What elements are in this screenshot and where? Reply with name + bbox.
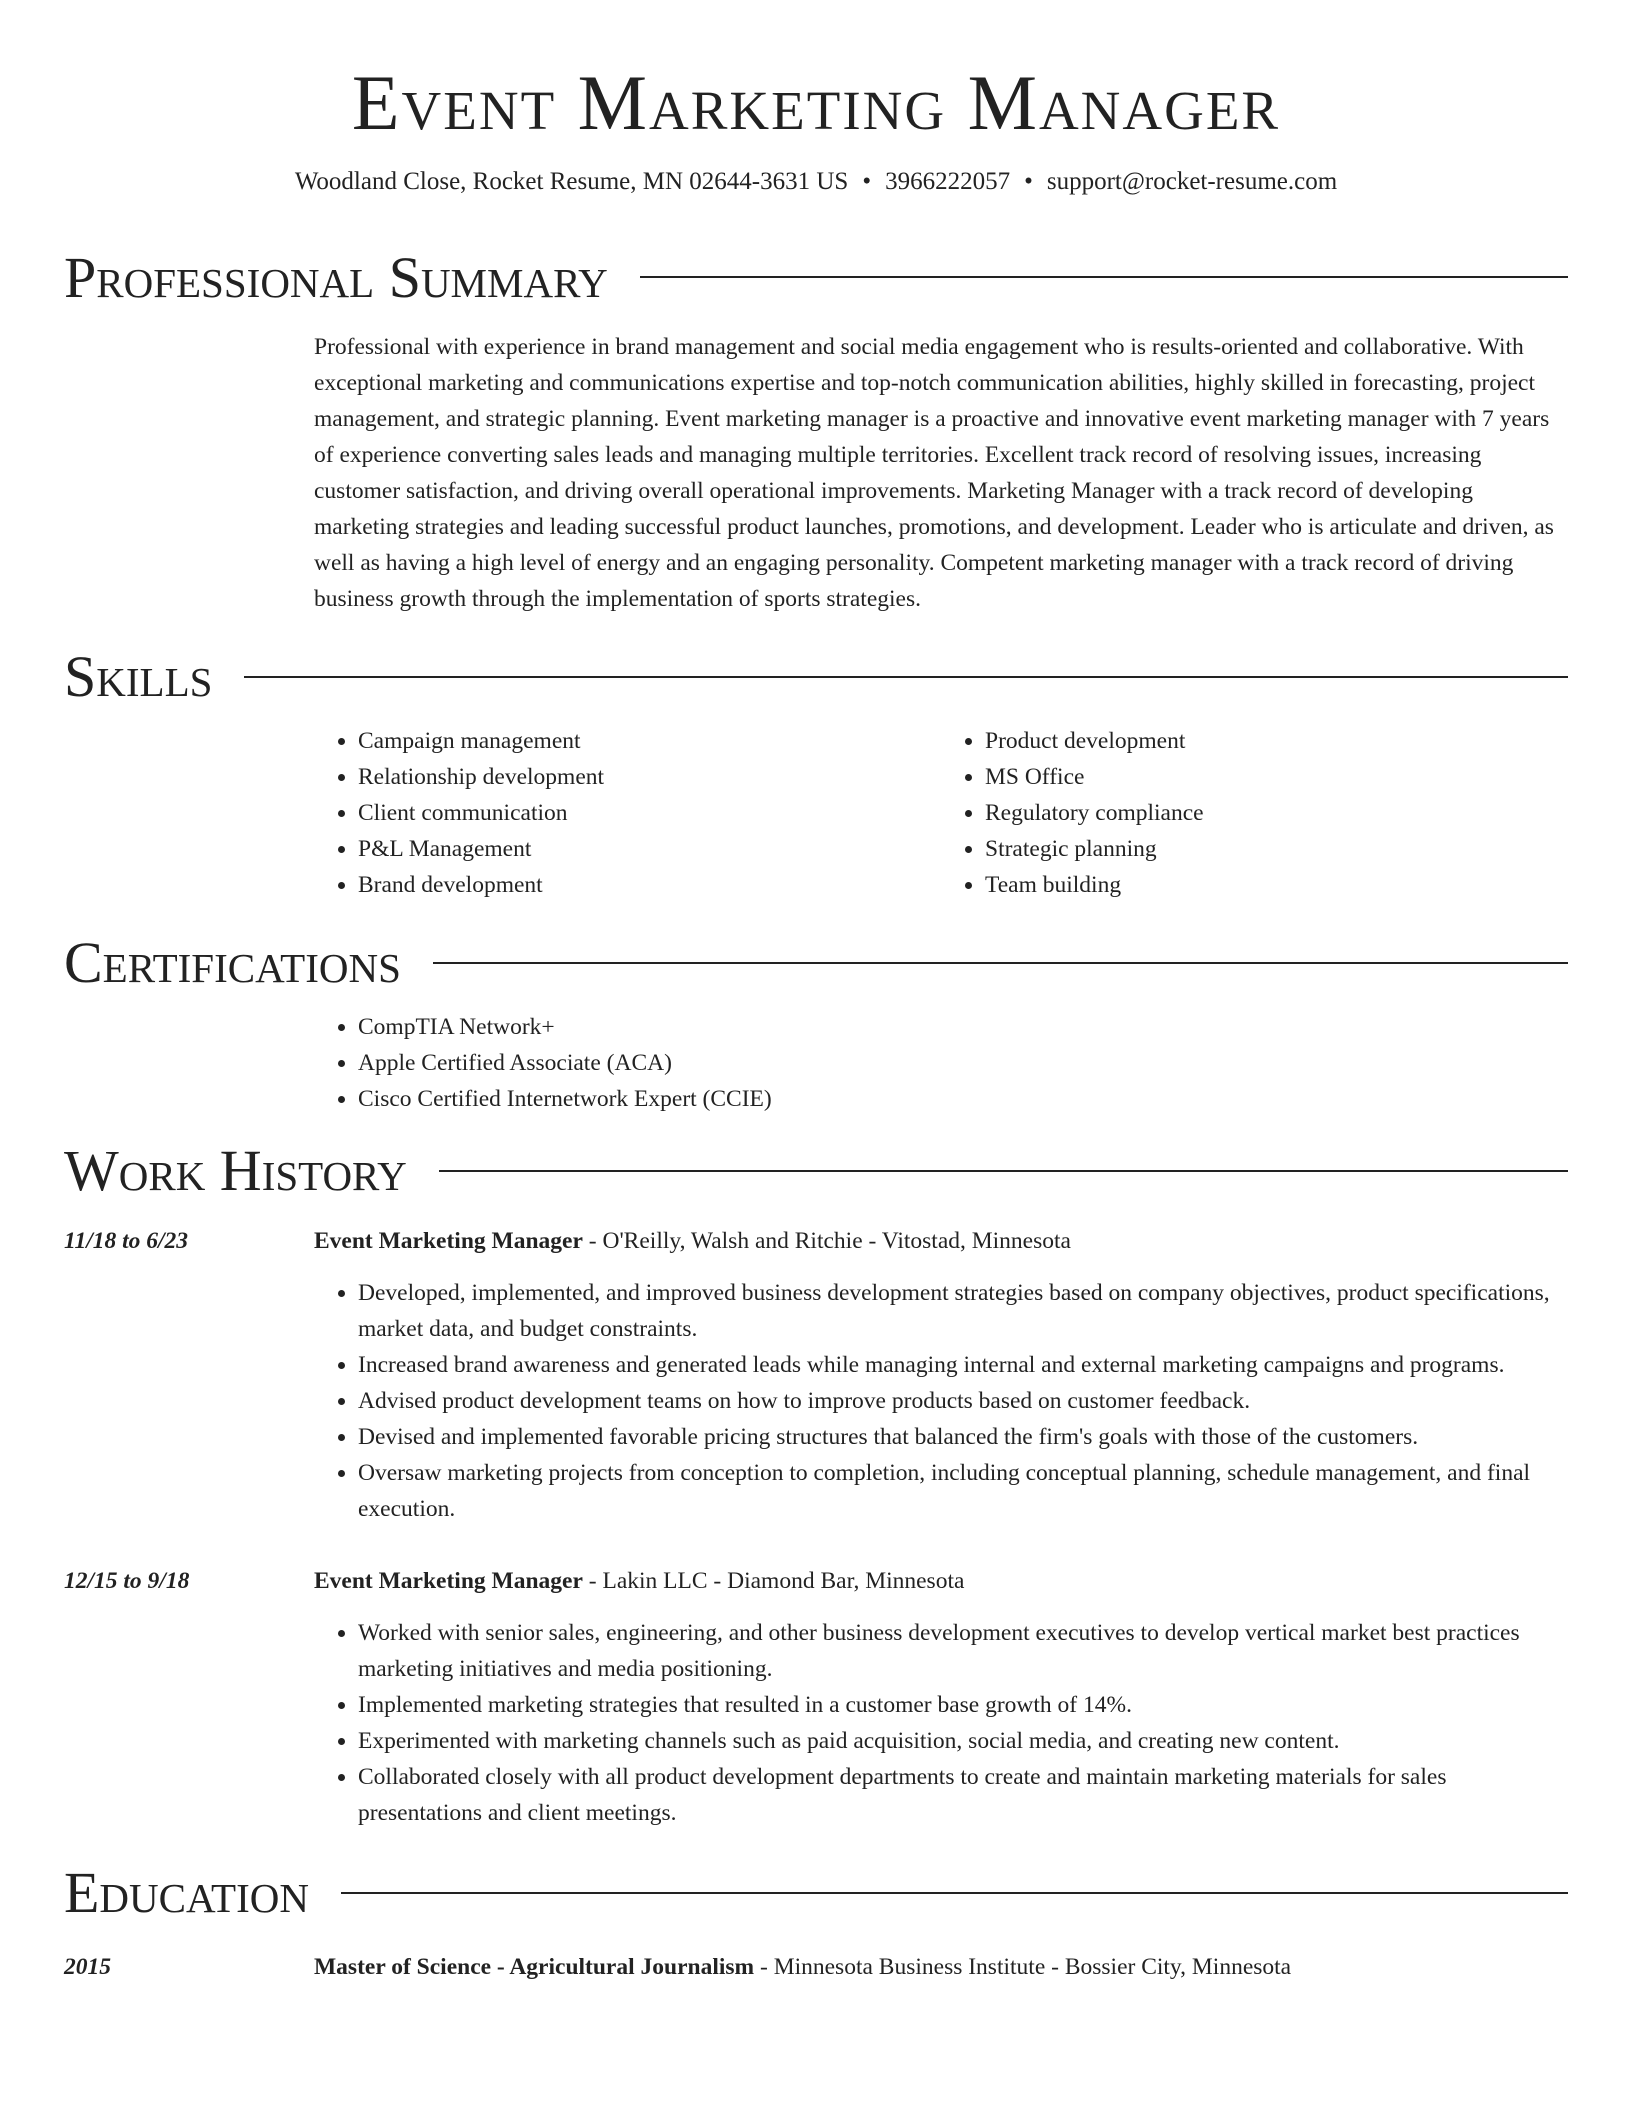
certification-item: • Apple Certified Associate (ACA)	[358, 1045, 1568, 1081]
job-title: Event Marketing Manager	[314, 1567, 583, 1594]
skill-item: • Regulatory compliance	[985, 795, 1568, 831]
skill-item: • Team building	[985, 867, 1568, 903]
contact-line	[0, 168, 1632, 196]
job-bullets	[314, 1275, 1568, 1527]
job-header	[314, 1223, 1568, 1259]
section-title: Education	[64, 1859, 309, 1925]
skills-list	[314, 723, 1568, 903]
resume-name: Event Marketing Manager	[351, 59, 1281, 146]
job-bullet: • Oversaw marketing projects from conception to completion, including conceptual planning, schedule management, and final execution.	[358, 1455, 1568, 1527]
certifications-list	[314, 1009, 1568, 1117]
job-employer: - Lakin LLC - Diamond Bar, Minnesota	[582, 1567, 965, 1594]
section-divider	[433, 962, 1568, 964]
job-bullet: • Implemented marketing strategies that resulted in a customer base growth of 14%.	[358, 1687, 1568, 1723]
job-entry	[64, 1223, 1568, 1527]
education-school: - Minnesota Business Institute - Bossier City, Minnesota	[754, 1953, 1292, 1980]
section-heading-summary	[64, 246, 1568, 310]
section-title: Certifications	[64, 930, 401, 996]
section-heading-education	[64, 1861, 1568, 1925]
job-bullets	[314, 1615, 1568, 1831]
skill-item: • Strategic planning	[985, 831, 1568, 867]
skill-item: • P&L Management	[358, 831, 941, 867]
section-title: Skills	[64, 644, 213, 710]
contact-separator: •	[1024, 167, 1033, 195]
skills-column-right	[941, 723, 1568, 903]
section-divider	[640, 276, 1568, 278]
section-heading-work-history	[64, 1139, 1568, 1203]
skill-item: • Brand development	[358, 867, 941, 903]
job-dates: 12/15 to 9/18	[64, 1567, 190, 1594]
certification-item: • Cisco Certified Internetwork Expert (CCIE)	[358, 1081, 1568, 1117]
section-divider	[341, 1892, 1568, 1894]
skill-item: • Relationship development	[358, 759, 941, 795]
summary-text: Professional with experience in brand management and social media engagement who is results-oriented and collaborative. With exceptional marketing and communications expertise and top-notch communication abilities, highly skilled in forecasting, project management, and strategic planning. Event marketing manager is a proactive and innovative event marketing manager with 7 years of experience converting sales leads and managing multiple territories. Excellent track record of resolving issues, increasing customer satisfaction, and driving overall operational improvements. Marketing Manager with a track record of developing marketing strategies and leading successful product launches, promotions, and development. Leader who is articulate and driven, as well as having a high level of energy and an engaging personality. Competent marketing manager with a track record of driving business growth through the implementation of sports strategies.	[314, 334, 1554, 613]
skill-item: • MS Office	[985, 759, 1568, 795]
contact-separator: •	[862, 167, 872, 195]
contact-phone: 3966222057	[885, 167, 1011, 195]
section-title: Work History	[64, 1137, 407, 1203]
contact-address: Woodland Close, Rocket Resume, MN 02644-3631 US	[294, 167, 849, 195]
job-bullet: • Advised product development teams on how to improve products based on customer feedback.	[358, 1383, 1568, 1419]
education-entry	[64, 1949, 1568, 1985]
job-bullet: • Developed, implemented, and improved business development strategies based on company objectives, product specifications, market data, and budget constraints.	[358, 1275, 1568, 1347]
section-divider	[439, 1170, 1568, 1172]
job-entry	[64, 1563, 1568, 1831]
contact-email: support@rocket-resume.com	[1046, 167, 1338, 195]
job-bullet: • Worked with senior sales, engineering, and other business development executives to develop vertical market best practices marketing initiatives and media positioning.	[358, 1615, 1568, 1687]
job-bullet: • Devised and implemented favorable pricing structures that balanced the firm's goals with those of the customers.	[358, 1419, 1568, 1455]
job-title: Event Marketing Manager	[314, 1227, 583, 1254]
education-year: 2015	[64, 1953, 111, 1980]
section-title: Professional Summary	[64, 244, 608, 310]
job-bullet: • Collaborated closely with all product development departments to create and maintain marketing materials for sales presentations and client meetings.	[358, 1759, 1568, 1831]
section-heading-certifications	[64, 931, 1568, 995]
job-header	[314, 1563, 1568, 1599]
education-degree: Master of Science - Agricultural Journalism	[314, 1953, 755, 1980]
skill-item: • Product development	[985, 723, 1568, 759]
certification-item: • CompTIA Network+	[358, 1009, 1568, 1045]
job-bullet: • Experimented with marketing channels such as paid acquisition, social media, and creating new content.	[358, 1723, 1568, 1759]
job-employer: - O'Reilly, Walsh and Ritchie - Vitostad, Minnesota	[582, 1227, 1071, 1254]
section-divider	[244, 676, 1568, 678]
skill-item: • Client communication	[358, 795, 941, 831]
job-dates: 11/18 to 6/23	[64, 1227, 189, 1254]
skills-column-left	[314, 723, 941, 903]
skill-item: • Campaign management	[358, 723, 941, 759]
job-bullet: • Increased brand awareness and generated leads while managing internal and external marketing campaigns and programs.	[358, 1347, 1568, 1383]
section-heading-skills	[64, 645, 1568, 709]
